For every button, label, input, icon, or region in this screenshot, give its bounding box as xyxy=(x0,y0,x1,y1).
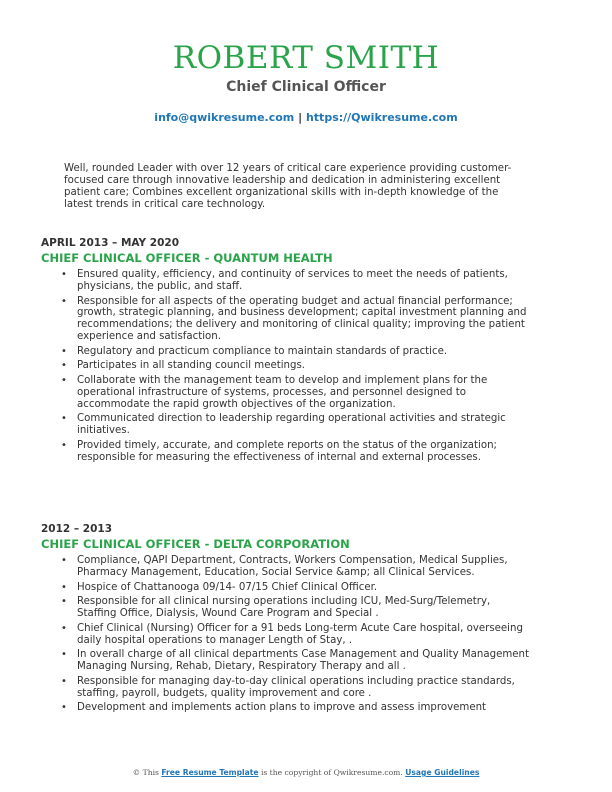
job-bullet: • Collaborate with the management team to develop and implement plans for the operational infrastructure of systems, processes, and personnel designed to accommodate the rapid growth objectives of the organization. xyxy=(77,375,531,411)
usage-guidelines-link[interactable]: Usage Guidelines xyxy=(405,768,480,777)
job-bullet: • Hospice of Chattanooga 09/14- 07/15 Chief Clinical Officer. xyxy=(77,582,531,594)
free-resume-template-link[interactable]: Free Resume Template xyxy=(161,768,259,777)
job-dates: 2012 – 2013 xyxy=(41,523,113,535)
contact-separator: | xyxy=(294,111,306,124)
job-role: CHIEF CLINICAL OFFICER - QUANTUM HEALTH xyxy=(41,251,333,265)
candidate-title: Chief Clinical Officer xyxy=(226,79,386,95)
job-bullet: • Ensured quality, efficiency, and continuity of services to meet the needs of patients, physicians, the public, and staff. xyxy=(77,269,531,293)
job-bullet: • Regulatory and practicum compliance to maintain standards of practice. xyxy=(77,346,531,358)
footer xyxy=(0,768,612,777)
footer-prefix: © This xyxy=(132,768,162,777)
job-bullet: • Responsible for all clinical nursing operations including ICU, Med-Surg/Telemetry, Staffing Office, Dialysis, Wound Care Program and Special . xyxy=(77,596,531,620)
job-bullets xyxy=(41,555,531,714)
job-bullet: • Responsible for managing day-to-day clinical operations including practice standards, staffing, payroll, budgets, quality improvement and core . xyxy=(77,676,531,700)
website-link[interactable]: https://Qwikresume.com xyxy=(305,111,458,124)
contact-line xyxy=(0,111,612,125)
job-bullet: • Participates in all standing council meetings. xyxy=(77,360,531,372)
email-link[interactable]: info@qwikresume.com xyxy=(154,111,295,124)
job-bullet: • Chief Clinical (Nursing) Officer for a 91 beds Long-term Acute Care hospital, overseeing daily hospital operations to manager Length of Stay, . xyxy=(77,623,531,647)
job-bullet: • Responsible for all aspects of the operating budget and actual financial performance; growth, strategic planning, and business development; capital investment planning and recommendations; the delivery and monitoring of clinical quality; improving the patient experience and satisfaction. xyxy=(77,296,531,344)
job-bullet: • In overall charge of all clinical departments Case Management and Quality Management Managing Nursing, Rehab, Dietary, Respiratory Therapy and all . xyxy=(77,649,531,673)
experience-entry xyxy=(41,237,531,466)
job-bullet: • Development and implements action plans to improve and assess improvement xyxy=(77,702,531,714)
job-bullet: • Communicated direction to leadership regarding operational activities and strategic initiatives. xyxy=(77,413,531,437)
job-bullet: • Provided timely, accurate, and complete reports on the status of the organization; responsible for measuring the effectiveness of internal and external processes. xyxy=(77,440,531,464)
footer-copyright: is the copyright of Qwikresume.com. xyxy=(258,768,406,777)
job-bullets xyxy=(41,269,531,464)
job-role: CHIEF CLINICAL OFFICER - DELTA CORPORATION xyxy=(41,537,350,551)
summary-paragraph: Well, rounded Leader with over 12 years of critical care experience providing customer-focused care through innovative leadership and dedication in administering excellent patient care; Combines excellent organizational skills with in-depth knowledge of the latest trends in critical care technology. xyxy=(64,163,512,210)
candidate-name: ROBERT SMITH xyxy=(172,40,440,76)
experience-entry xyxy=(41,523,531,717)
job-bullet: • Compliance, QAPI Department, Contracts, Workers Compensation, Medical Supplies, Pharmacy Management, Education, Social Service &amp; all Clinical Services. xyxy=(77,555,531,579)
job-dates: APRIL 2013 – MAY 2020 xyxy=(41,237,179,249)
